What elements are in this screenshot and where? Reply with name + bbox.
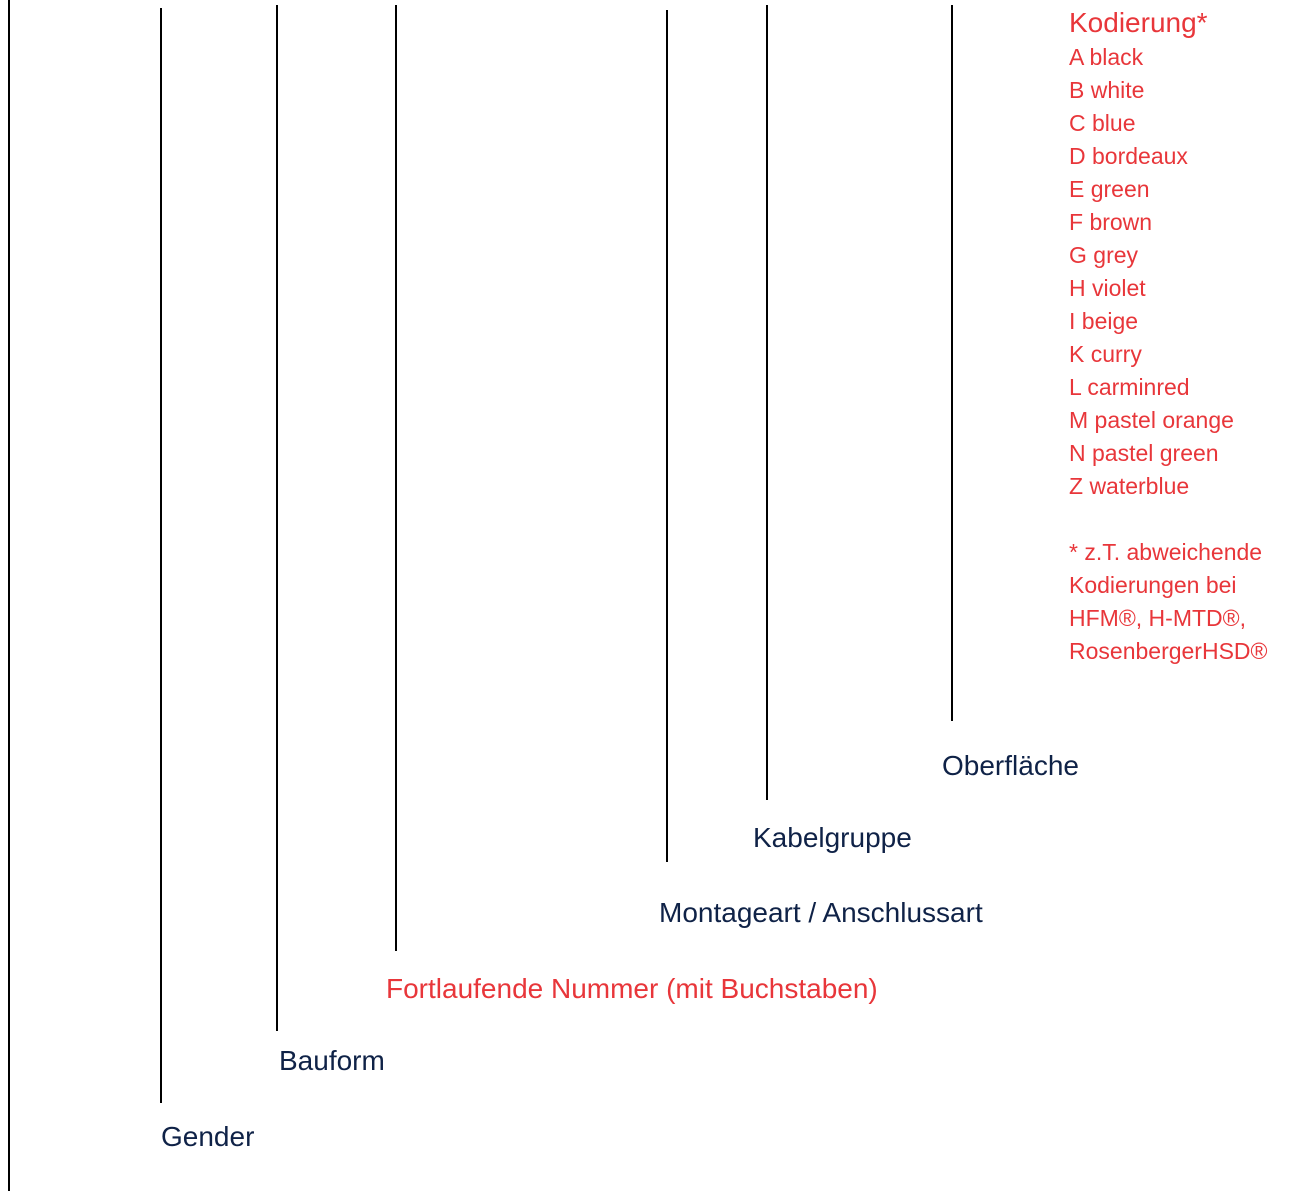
coding-list: [1069, 41, 1267, 503]
coding-item: E green: [1069, 176, 1150, 202]
coding-item: D bordeaux: [1069, 143, 1188, 169]
connector-line-montageart: [666, 10, 668, 862]
coding-item: B white: [1069, 77, 1145, 103]
coding-footnote-line: RosenbergerHSD®: [1069, 638, 1268, 664]
coding-item: C blue: [1069, 110, 1136, 136]
label-gender: Gender: [161, 1121, 255, 1152]
coding-item: A black: [1069, 44, 1144, 70]
coding-item: M pastel orange: [1069, 407, 1234, 433]
coding-title: Kodierung*: [1069, 7, 1208, 38]
connector-line-gender: [160, 8, 162, 1103]
coding-item: L carminred: [1069, 374, 1190, 400]
connector-line-oberflaeche: [951, 5, 953, 721]
coding-footnote-line: HFM®, H-MTD®,: [1069, 605, 1246, 631]
coding-item: Z waterblue: [1069, 473, 1190, 499]
label-bauform: Bauform: [279, 1045, 385, 1076]
coding-item: G grey: [1069, 242, 1139, 268]
connector-line-bauform: [276, 5, 278, 1031]
connector-line-kabelgruppe: [766, 5, 768, 800]
label-kabelgruppe: Kabelgruppe: [753, 822, 912, 853]
coding-item: K curry: [1069, 341, 1142, 367]
connector-line-fortlaufende-nummer: [395, 5, 397, 951]
connector-line-outer: [8, 0, 10, 1191]
label-montageart: Montageart / Anschlussart: [659, 897, 983, 928]
coding-legend: [1069, 5, 1267, 668]
coding-footnote: [1069, 536, 1267, 668]
coding-item: I beige: [1069, 308, 1139, 334]
coding-item: F brown: [1069, 209, 1153, 235]
label-fortlaufende-nummer: Fortlaufende Nummer (mit Buchstaben): [386, 973, 878, 1004]
label-oberflaeche: Oberfläche: [942, 750, 1079, 781]
coding-footnote-line: * z.T. abweichende: [1069, 539, 1263, 565]
coding-item: H violet: [1069, 275, 1146, 301]
coding-footnote-line: Kodierungen bei: [1069, 572, 1237, 598]
coding-item: N pastel green: [1069, 440, 1219, 466]
